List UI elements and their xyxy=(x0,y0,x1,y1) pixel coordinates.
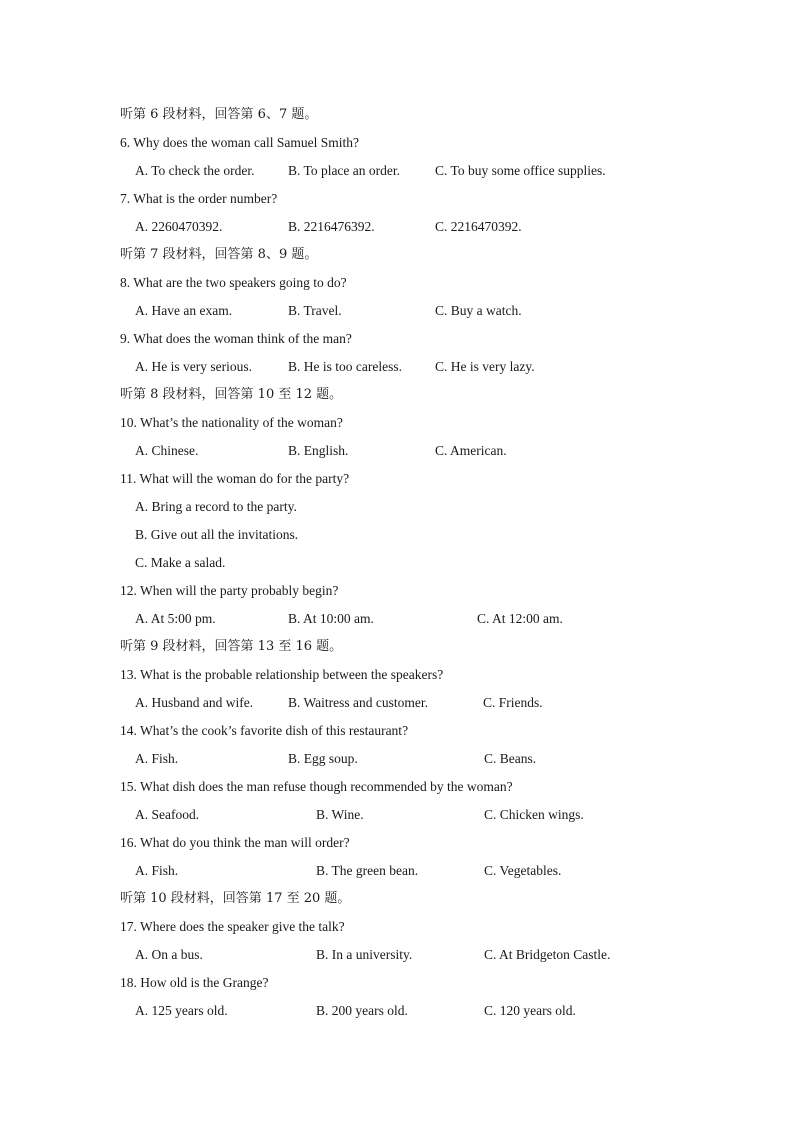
question-17-option-b: B. In a university. xyxy=(316,947,413,962)
question-13-option-b: B. Waitress and customer. xyxy=(288,695,429,710)
question-8-stem: 8. What are the two speakers going to do? xyxy=(120,275,347,290)
question-14-option-b: B. Egg soup. xyxy=(288,751,358,766)
question-12-stem: 12. When will the party probably begin? xyxy=(120,583,339,598)
question-17-option-a: A. On a bus. xyxy=(135,947,203,962)
section-heading-6: 听第 6 段材料，回答第 6、7 题。 xyxy=(120,107,318,122)
question-11-option-a: A. Bring a record to the party. xyxy=(135,499,297,514)
question-7-option-c: C. 2216470392. xyxy=(435,219,522,234)
question-12-option-c: C. At 12:00 am. xyxy=(477,611,563,626)
question-13-option-c: C. Friends. xyxy=(483,695,543,710)
question-16-stem: 16. What do you think the man will order? xyxy=(120,835,350,850)
question-9-stem: 9. What does the woman think of the man? xyxy=(120,331,352,346)
question-15-stem: 15. What dish does the man refuse though recommended by the woman? xyxy=(120,779,513,794)
question-15-option-b: B. Wine. xyxy=(316,807,364,822)
question-18-stem: 18. How old is the Grange? xyxy=(120,975,269,990)
question-16-option-c: C. Vegetables. xyxy=(484,863,562,878)
question-7-stem: 7. What is the order number? xyxy=(120,191,278,206)
question-14-option-c: C. Beans. xyxy=(484,751,537,766)
question-12-option-b: B. At 10:00 am. xyxy=(288,611,374,626)
section-heading-7: 听第 7 段材料，回答第 8、9 题。 xyxy=(120,247,318,262)
question-10-option-a: A. Chinese. xyxy=(135,443,199,458)
question-8-option-a: A. Have an exam. xyxy=(135,303,233,318)
question-15-option-a: A. Seafood. xyxy=(135,807,200,822)
question-17-stem: 17. Where does the speaker give the talk? xyxy=(120,919,345,934)
question-18-option-c: C. 120 years old. xyxy=(484,1003,576,1018)
question-6-option-a: A. To check the order. xyxy=(135,163,255,178)
question-16-option-b: B. The green bean. xyxy=(316,863,419,878)
question-10-option-b: B. English. xyxy=(288,443,349,458)
question-9-option-b: B. He is too careless. xyxy=(288,359,402,374)
question-10-option-c: C. American. xyxy=(435,443,507,458)
question-7-option-a: A. 2260470392. xyxy=(135,219,223,234)
question-6-stem: 6. Why does the woman call Samuel Smith? xyxy=(120,135,359,150)
question-14-option-a: A. Fish. xyxy=(135,751,179,766)
question-10-stem: 10. What’s the nationality of the woman? xyxy=(120,415,343,430)
question-14-stem: 14. What’s the cook’s favorite dish of this restaurant? xyxy=(120,723,409,738)
question-6-option-c: C. To buy some office supplies. xyxy=(435,163,606,178)
section-heading-9: 听第 9 段材料，回答第 13 至 16 题。 xyxy=(120,639,343,654)
question-13-stem: 13. What is the probable relationship between the speakers? xyxy=(120,667,444,682)
question-9-option-c: C. He is very lazy. xyxy=(435,359,535,374)
question-7-option-b: B. 2216476392. xyxy=(288,219,375,234)
question-11-option-b: B. Give out all the invitations. xyxy=(135,527,299,542)
question-13-option-a: A. Husband and wife. xyxy=(135,695,254,710)
question-8-option-b: B. Travel. xyxy=(288,303,342,318)
question-12-option-a: A. At 5:00 pm. xyxy=(135,611,216,626)
question-8-option-c: C. Buy a watch. xyxy=(435,303,522,318)
question-6-option-b: B. To place an order. xyxy=(288,163,401,178)
section-heading-10: 听第 10 段材料，回答第 17 至 20 题。 xyxy=(120,891,351,906)
question-11-stem: 11. What will the woman do for the party? xyxy=(120,471,350,486)
question-9-option-a: A. He is very serious. xyxy=(135,359,252,374)
question-15-option-c: C. Chicken wings. xyxy=(484,807,584,822)
question-18-option-a: A. 125 years old. xyxy=(135,1003,228,1018)
question-18-option-b: B. 200 years old. xyxy=(316,1003,408,1018)
question-17-option-c: C. At Bridgeton Castle. xyxy=(484,947,611,962)
section-heading-8: 听第 8 段材料，回答第 10 至 12 题。 xyxy=(120,387,343,402)
question-16-option-a: A. Fish. xyxy=(135,863,179,878)
question-11-option-c: C. Make a salad. xyxy=(135,555,226,570)
